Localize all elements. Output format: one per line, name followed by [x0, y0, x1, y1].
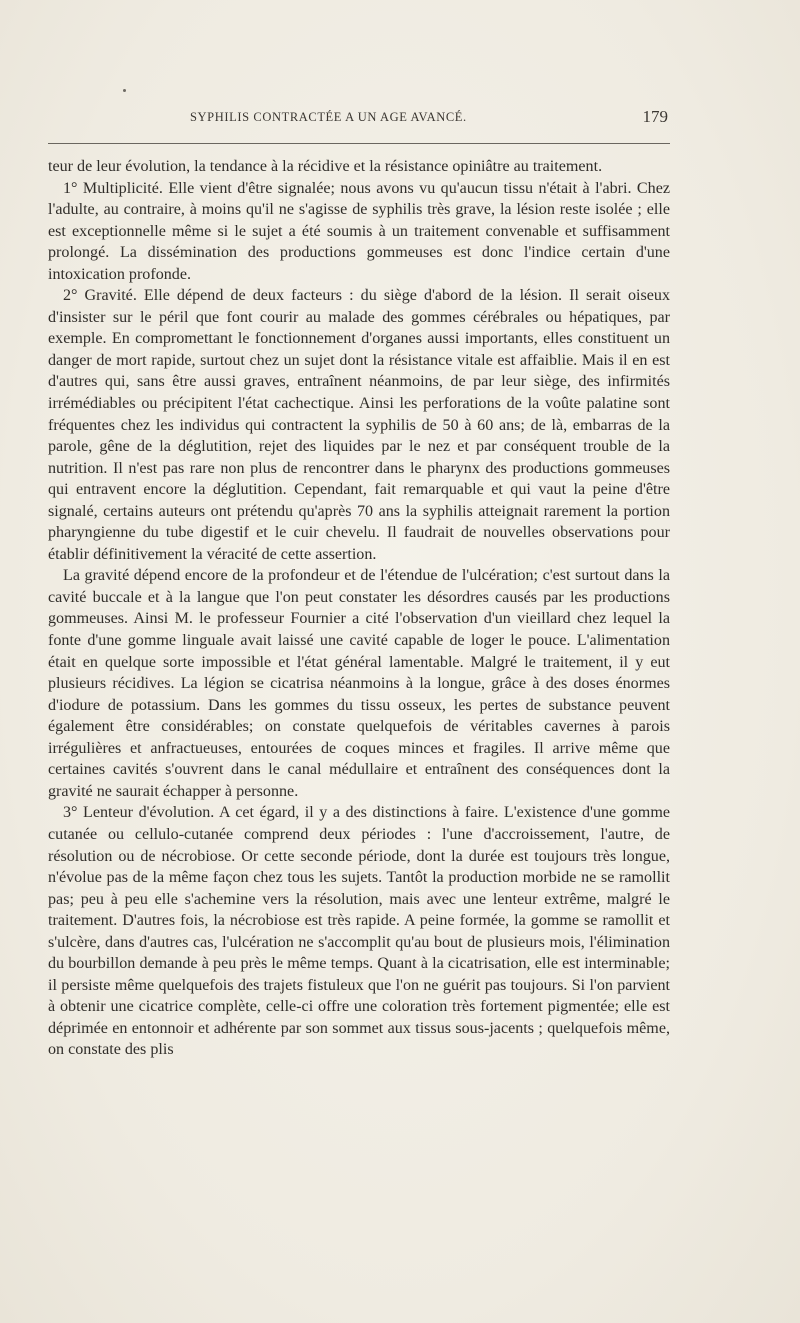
- running-title: SYPHILIS CONTRACTÉE A UN AGE AVANCÉ.: [190, 110, 467, 124]
- paragraph-gravite-profondeur: La gravité dépend encore de la profondeur et de l'étendue de l'ulcération; c'est surtout dans la cavité buccale et à la langue que l'on peut constater les désordres causés par les productions gommeuses. Ainsi M. le professeur Fournier a cité l'observation d'un vieillard chez lequel la fonte d'une gomme linguale avait laissé une cavité capable de loger le pouce. L'alimentation était en quelque sorte impossible et l'état général lamentable. Malgré le traitement, il y eut plusieurs récidives. La légion se cicatrisa néanmoins à la longue, grâce à des doses énormes d'iodure de potassium. Dans les gommes du tissu osseux, les pertes de substance peuvent également être considérables; on constate quelquefois de véritables cavernes à parois irrégulières et anfractueuses, entourées de coques minces et fragiles. Il arrive même que certaines cavités s'ouvrent dans le canal médullaire et entraînent des conséquences dont la gravité ne saurait échapper à personne.: [48, 567, 670, 800]
- header-rule: [48, 143, 670, 144]
- ink-speck: [123, 89, 126, 92]
- paragraph-multiplicite: 1° Multiplicité. Elle vient d'être signalée; nous avons vu qu'aucun tissu n'était à l'abri. Chez l'adulte, au contraire, à moins qu'il ne s'agisse de syphilis très grave, la lésion reste isolée ; elle est exceptionnelle même si le sujet a été soumis à un traitement convenable et suffisamment prolongé. La dissémination des productions gommeuses est donc l'indice certain d'une intoxication profonde.: [48, 179, 670, 283]
- running-header: [190, 108, 668, 130]
- paragraph-continuation: teur de leur évolution, la tendance à la récidive et la résistance opiniâtre au traitement.: [48, 158, 603, 175]
- page-number: 179: [642, 107, 668, 126]
- paragraph-gravite: 2° Gravité. Elle dépend de deux facteurs : du siège d'abord de la lésion. Il serait oiseux d'insister sur le péril que font courir au malade des gommes cérébrales ou hépatiques, par exemple. En compromettant le fonctionnement d'organes aussi importants, elles constituent un danger de mort rapide, surtout chez un sujet dont la résistance vitale est affaiblie. Mais il en est d'autres qui, sans être aussi graves, entraînent néanmoins, de par leur siège, des infirmités irrémédiables ou précipitent l'état cachectique. Ainsi les perforations de la voûte palatine sont fréquentes chez les individus qui contractent la syphilis de 50 à 60 ans; de là, embarras de la parole, gêne de la déglutition, rejet des liquides par le nez et par conséquent trouble de la nutrition. Il n'est pas rare non plus de rencontrer dans le pharynx des productions gommeuses qui entravent encore la déglutition. Cependant, fait remarquable et qui vaut la peine d'être signalé, certains auteurs ont prétendu qu'après 70 ans la syphilis atteignait rarement la portion pharyngienne du tube digestif et le cuir chevelu. Il faudrait de nouvelles observations pour établir définitivement la véracité de cette assertion.: [48, 287, 670, 563]
- paragraph-lenteur: 3° Lenteur d'évolution. A cet égard, il y a des distinctions à faire. L'existence d'une gomme cutanée ou cellulo-cutanée comprend deux périodes : l'une d'accroissement, l'autre, de résolution ou de nécrobiose. Or cette seconde période, dont la durée est toujours très longue, n'évolue pas de la même façon chez tous les sujets. Tantôt la production morbide ne se ramollit pas; peu à peu elle s'achemine vers la résolution, mais avec une lenteur extrême, malgré le traitement. D'autres fois, la nécrobiose est très rapide. A peine formée, la gomme se ramollit et s'ulcère, dans d'autres cas, l'ulcération ne s'accomplit qu'au bout de plusieurs mois, l'élimination du bourbillon demande à peu près le même temps. Quant à la cicatrisation, elle est interminable; il persiste même quelquefois des trajets fistuleux que l'on ne guérit pas toujours. Si l'on parvient à obtenir une cicatrice complète, celle-ci offre une coloration très fortement pigmentée; elle est déprimée en entonnoir et adhérente par son sommet aux tissus sous-jacents ; quelquefois même, on constate des plis: [48, 804, 670, 1059]
- body-text: [48, 156, 670, 1061]
